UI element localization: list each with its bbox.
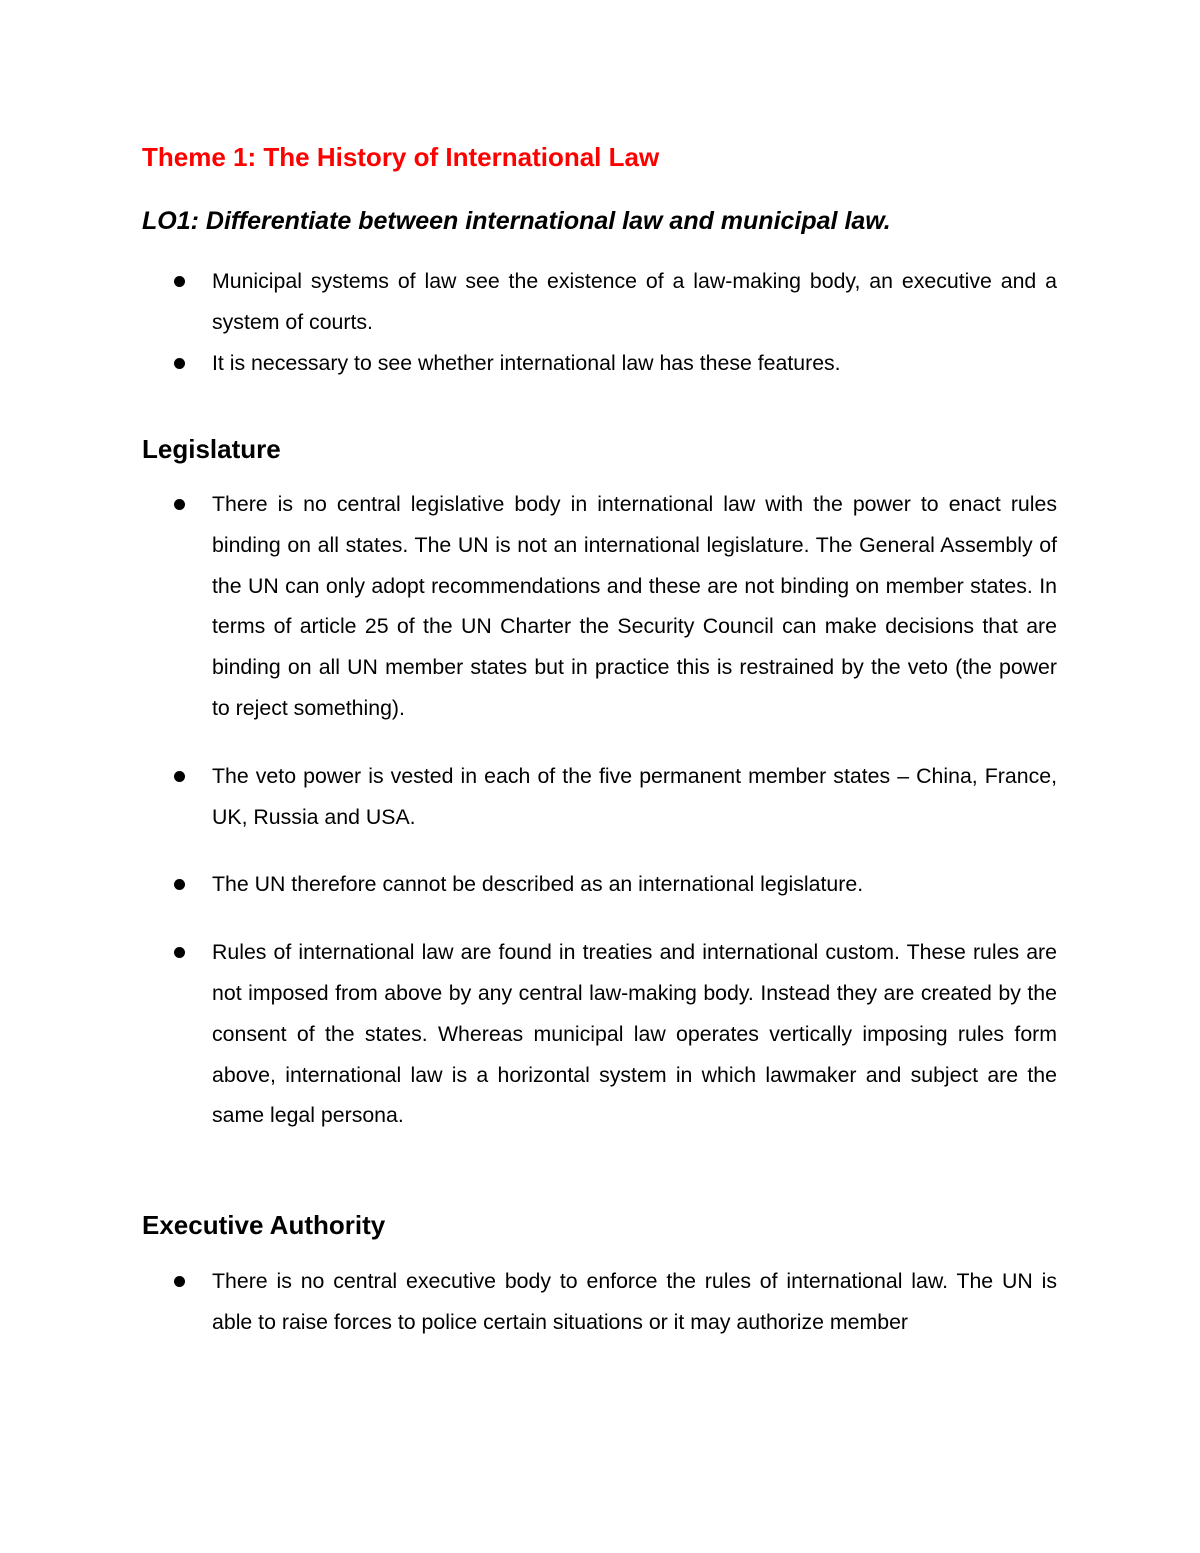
- legislature-bullet-list: [212, 484, 1057, 1136]
- bullet-item: [212, 1261, 1057, 1343]
- bullet-text: There is no central executive body to enforce the rules of international law. The UN is able to raise forces to police certain situations or it may authorize member: [212, 1269, 1057, 1334]
- bullet-item: [212, 484, 1057, 729]
- bullet-item: [212, 932, 1057, 1136]
- bullet-icon: [174, 879, 185, 890]
- learning-outcome-title: LO1: Differentiate between international law and municipal law.: [142, 207, 891, 235]
- bullet-icon: [174, 1276, 185, 1287]
- bullet-text: The UN therefore cannot be described as an international legislature.: [212, 872, 864, 897]
- bullet-icon: [174, 499, 185, 510]
- bullet-icon: [174, 358, 185, 369]
- bullet-text: It is necessary to see whether international law has these features.: [212, 350, 841, 375]
- section-heading-legislature: Legislature: [142, 434, 281, 464]
- bullet-text: Rules of international law are found in treaties and international custom. These rules are not imposed from above by any central law-making body. Instead they are created by the consent of the states. Whereas municipal law operates vertically imposing rules form above, international law is a horizontal system in which lawmaker and subject are the same legal persona.: [212, 940, 1057, 1128]
- bullet-text: There is no central legislative body in international law with the power to enact rules binding on all states. The UN is not an international legislature. The General Assembly of the UN can only adopt recommendations and these are not binding on member states. In terms of article 25 of the UN Charter the Security Council can make decisions that are binding on all UN member states but in practice this is restrained by the veto (the power to reject something).: [212, 492, 1057, 720]
- bullet-icon: [174, 947, 185, 958]
- theme-title: Theme 1: The History of International Law: [142, 142, 660, 172]
- bullet-icon: [174, 276, 185, 287]
- bullet-item: [212, 864, 1057, 905]
- intro-bullet-list: [212, 261, 1057, 383]
- bullet-item: [212, 343, 1057, 384]
- bullet-item: [212, 261, 1057, 343]
- bullet-icon: [174, 771, 185, 782]
- bullet-text: The veto power is vested in each of the five permanent member states – China, France, UK, Russia and USA.: [212, 763, 1057, 829]
- section-heading-executive-authority: Executive Authority: [142, 1210, 386, 1240]
- bullet-item: [212, 756, 1057, 838]
- bullet-text: Municipal systems of law see the existence of a law-making body, an executive and a system of courts.: [212, 269, 1057, 334]
- executive-bullet-list: [212, 1261, 1057, 1343]
